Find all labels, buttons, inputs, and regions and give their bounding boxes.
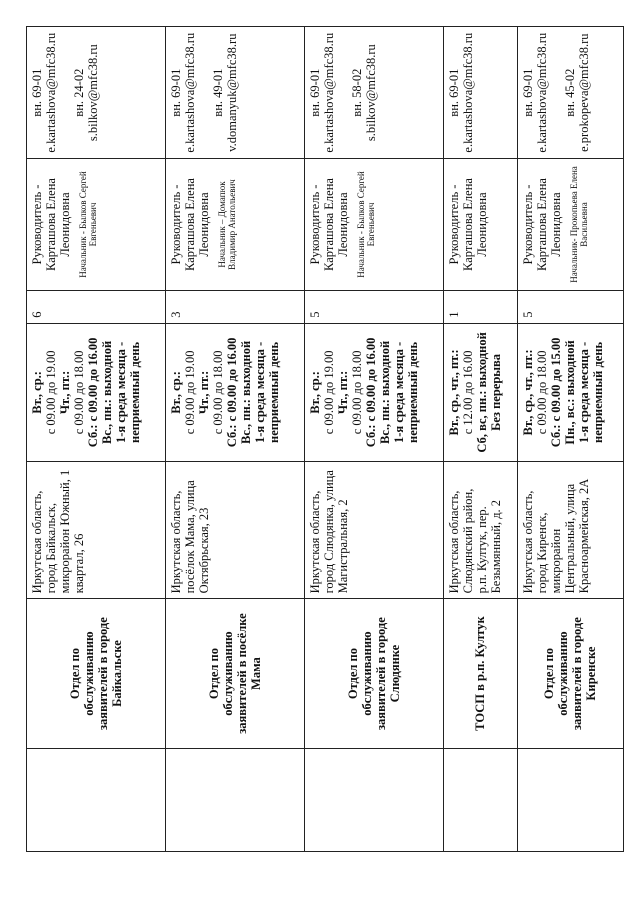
schedule-line: с 09.00 до 19.00 bbox=[183, 350, 198, 435]
email-2: s.bilkov@mfc38.ru bbox=[364, 44, 379, 142]
phone-1: вн. 69-01 bbox=[447, 68, 462, 117]
schedule-line: с 12.00 до 16.00 bbox=[461, 350, 476, 435]
schedule-line: с 09.00 до 18.00 bbox=[350, 350, 365, 435]
schedule-line: 1-я среда месяца - bbox=[114, 341, 128, 443]
schedule-line: неприемный день bbox=[406, 341, 421, 443]
managers bbox=[27, 159, 166, 290]
office-manager: Начальник – Домапюк Владимир Анатольевич bbox=[217, 179, 238, 270]
schedule-line: Вт., ср., чт., пт.: bbox=[447, 349, 462, 436]
schedule-line: с 09.00 до 18.00 bbox=[534, 350, 549, 435]
department-name: ТОСП в р.п. Култук bbox=[444, 599, 518, 748]
department-name: Отдел по обслуживанию заявителей в городе Киренске bbox=[517, 599, 623, 748]
schedule-line: Сб.: с 09.00 до 15.00 bbox=[548, 337, 563, 448]
schedule-line: неприемный день bbox=[267, 341, 282, 443]
phone-2: вн. 58-02 bbox=[350, 68, 365, 117]
schedule bbox=[166, 323, 305, 461]
department-name: Отдел по обслуживанию заявителей в посёлке Мама bbox=[166, 599, 305, 748]
schedule-line: Вт., ср.: bbox=[30, 371, 44, 414]
schedule-line: Сб, вс, пн.: выходной bbox=[475, 332, 490, 453]
email-2: e.prokopeva@mfc38.ru bbox=[576, 33, 591, 152]
schedule-line: с 09.00 до 18.00 bbox=[211, 350, 226, 435]
office-manager: Начальник- Прокопьева Елена Васильевна bbox=[568, 166, 589, 283]
windows-count: 5 bbox=[305, 290, 444, 323]
contacts bbox=[305, 27, 444, 159]
schedule-line: Вс., пн.: выходной bbox=[100, 340, 114, 445]
phone-2: вн. 45-02 bbox=[562, 68, 577, 117]
schedule-line: Пн., вс.: выходной bbox=[562, 340, 577, 445]
schedule bbox=[305, 323, 444, 461]
windows-count: 5 bbox=[517, 290, 623, 323]
email-2: s.bilkov@mfc38.ru bbox=[86, 44, 100, 142]
office-manager: Начальник - Былков Сергей Евгеньевич bbox=[356, 171, 377, 278]
head-manager: Руководитель - Карташова Елена Леонидовна bbox=[520, 178, 563, 271]
schedule-line: с 09.00 до 19.00 bbox=[322, 350, 337, 435]
empty-cell bbox=[305, 748, 444, 851]
phone-1: вн. 69-01 bbox=[169, 68, 184, 117]
address: Иркутская область, Слюдянский район, р.п. Култук, пер. Безымянный, д. 2 bbox=[444, 462, 518, 599]
phone-1: вн. 69-01 bbox=[308, 68, 323, 117]
schedule-line: Вс., пн.: выходной bbox=[239, 340, 254, 445]
email-1: e.kartashova@mfc38.ru bbox=[183, 32, 198, 153]
schedule-line: неприемный день bbox=[128, 341, 142, 443]
email-1: e.kartashova@mfc38.ru bbox=[534, 32, 549, 153]
table-row bbox=[166, 27, 305, 852]
empty-cell bbox=[27, 748, 166, 851]
managers bbox=[444, 159, 518, 290]
windows-count: 6 bbox=[27, 290, 166, 323]
address: Иркутская область, посёлок Мама, улица Октябрьская, 23 bbox=[166, 462, 305, 599]
department-name: Отдел по обслуживанию заявителей в городе Байкальске bbox=[27, 599, 166, 748]
schedule-line: Без перерыва bbox=[489, 353, 504, 431]
contacts bbox=[27, 27, 166, 159]
schedule-line: Чт., пт.: bbox=[197, 370, 212, 415]
table-row bbox=[27, 27, 166, 852]
managers bbox=[166, 159, 305, 290]
address: Иркутская область, город Слюдянка, улица Магистральная, 2 bbox=[305, 462, 444, 599]
department-name: Отдел по обслуживанию заявителей в городе Слюдянке bbox=[305, 599, 444, 748]
managers bbox=[305, 159, 444, 290]
schedule-line: 1-я среда месяца - bbox=[576, 341, 591, 443]
phone-2: вн. 24-02 bbox=[72, 68, 86, 117]
schedule-line: неприемный день bbox=[590, 341, 605, 443]
empty-cell bbox=[444, 748, 518, 851]
contacts bbox=[166, 27, 305, 159]
schedule-line: Сб.: с 09.00 до 16.00 bbox=[225, 337, 240, 448]
schedule-line: Сб.: с 09.00 до 16.00 bbox=[364, 337, 379, 448]
schedule bbox=[27, 323, 166, 461]
email-1: e.kartashova@mfc38.ru bbox=[461, 32, 476, 153]
empty-cell bbox=[166, 748, 305, 851]
phone-2: вн. 49-01 bbox=[211, 68, 226, 117]
phone-1: вн. 69-01 bbox=[30, 68, 44, 117]
head-manager: Руководитель - Карташова Елена Леонидовна bbox=[169, 178, 212, 271]
schedule-line: Вт., ср., чт., пт.: bbox=[520, 349, 535, 436]
table-row bbox=[517, 27, 623, 852]
schedule-line: Вт., ср.: bbox=[169, 371, 184, 414]
schedule bbox=[517, 323, 623, 461]
phone-1: вн. 69-01 bbox=[520, 68, 535, 117]
rotated-page bbox=[26, 26, 624, 852]
address: Иркутская область, город Киренск, микрорайон Центральный, улица Красноармейская, 2А bbox=[517, 462, 623, 599]
schedule-line: 1-я среда месяца - bbox=[253, 341, 268, 443]
head-manager: Руководитель - Карташова Елена Леонидовна bbox=[447, 178, 490, 271]
mfc-offices-table bbox=[26, 26, 624, 852]
empty-cell bbox=[517, 748, 623, 851]
email-1: e.kartashova@mfc38.ru bbox=[44, 32, 58, 153]
schedule-line: Чт., пт.: bbox=[336, 370, 351, 415]
table-row bbox=[305, 27, 444, 852]
windows-count: 3 bbox=[166, 290, 305, 323]
office-manager: Начальник - Былков Сергей Евгеньевич bbox=[78, 171, 99, 278]
email-1: e.kartashova@mfc38.ru bbox=[322, 32, 337, 153]
email-2: v.domanyuk@mfc38.ru bbox=[225, 33, 240, 152]
contacts bbox=[517, 27, 623, 159]
address: Иркутская область, город Байкальск, микрорайон Южный, 1 квартал, 26 bbox=[27, 462, 166, 599]
schedule-line: Вт., ср.: bbox=[308, 371, 323, 414]
schedule-line: Вс., пн.: выходной bbox=[378, 340, 393, 445]
table-row bbox=[444, 27, 518, 852]
contacts bbox=[444, 27, 518, 159]
head-manager: Руководитель - Карташова Елена Леонидовна bbox=[308, 178, 351, 271]
schedule bbox=[444, 323, 518, 461]
windows-count: 1 bbox=[444, 290, 518, 323]
managers bbox=[517, 159, 623, 290]
schedule-line: Чт., пт.: bbox=[58, 370, 72, 415]
schedule-line: с 09.00 до 19.00 bbox=[44, 350, 58, 435]
schedule-line: 1-я среда месяца - bbox=[392, 341, 407, 443]
head-manager: Руководитель - Карташова Елена Леонидовна bbox=[30, 178, 72, 271]
schedule-line: с 09.00 до 18.00 bbox=[72, 350, 86, 435]
schedule-line: Сб.: с 09.00 до 16.00 bbox=[86, 337, 100, 448]
